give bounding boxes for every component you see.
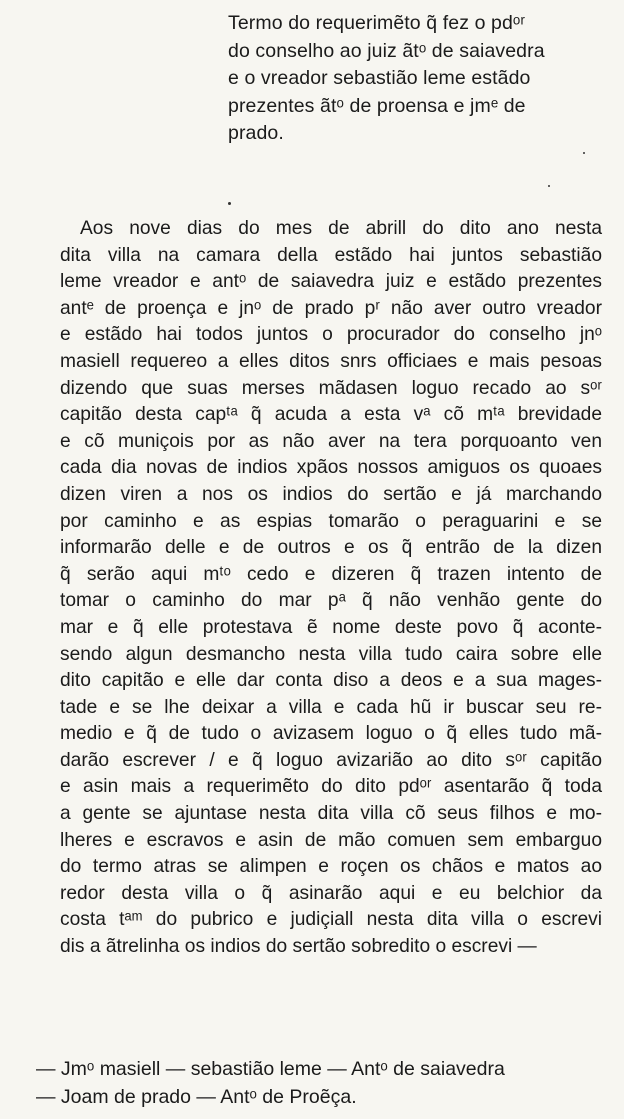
body-line: a gente se ajuntase nesta dita villa cõ seus filhos e mo- xyxy=(60,803,602,825)
body-line: por caminho e as espias tomarão o peraguarini e se xyxy=(60,510,602,532)
body-line: dis a ãtrelinha os indios do sertão sobredito o escrevi — xyxy=(60,936,537,958)
body-line: antᵉ de proença e jnᵒ de prado pʳ não aver outro vreador xyxy=(60,297,602,319)
body-line: dita villa na camara della estãdo hai juntos sebastião xyxy=(60,244,602,266)
body-line: e asin mais a requerimẽto do dito pdᵒʳ asentarão q̃ toda xyxy=(60,776,602,798)
signature-line: — Jmᵒ masiell — sebastião leme — Antᵒ de saiavedra xyxy=(36,1058,505,1080)
body-line: redor desta villa o q̃ asinarão aqui e eu belchior da xyxy=(60,882,602,904)
body-line: mar e q̃ elle protestava ẽ nome deste povo q̃ aconte- xyxy=(60,616,602,638)
body-line: tade e se lhe deixar a villa e cada hũ ir buscar seu re- xyxy=(60,696,602,718)
body-line: medio e q̃ de tudo o avizasem loguo o q̃ elles tudo mã- xyxy=(60,723,602,745)
body-line: do termo atras se alimpen e roçen os chãos e matos ao xyxy=(60,856,602,878)
ink-speck xyxy=(583,152,585,154)
body-line: masiell requereo a elles ditos snrs officiaes e mais pesoas xyxy=(60,350,602,372)
body-line: e cõ muniçois por as não aver na tera porquoanto ven xyxy=(60,430,602,452)
body-line: lheres e escravos e asin de mão comuen sem embarguo xyxy=(60,829,602,851)
body-line: q̃ serão aqui mᵗᵒ cedo e dizeren q̃ trazen intento de xyxy=(60,563,602,585)
body-line: dizendo que suas merses mãdasen loguo recado ao sᵒʳ xyxy=(60,377,602,399)
body-line: leme vreador e antᵒ de saiavedra juiz e estãdo prezentes xyxy=(60,271,602,293)
body-line: dizen viren a nos os indios do sertão e já marchando xyxy=(60,483,602,505)
heading-line: prado. xyxy=(228,122,284,144)
body-line: cada dia novas de indios xpãos nossos amiguos os quoaes xyxy=(60,457,602,479)
document-body xyxy=(60,216,602,961)
ink-speck xyxy=(228,202,231,205)
document-heading xyxy=(228,10,608,148)
signature-line: — Joam de prado — Antᵒ de Proẽça. xyxy=(36,1086,357,1108)
heading-line: prezentes ãtᵒ de proensa e jmᵉ de xyxy=(228,94,526,117)
body-line: informarão delle e de outros e os q̃ entrão de la dizen xyxy=(60,537,602,559)
body-line: dito capitão e elle dar conta diso a deos e a sua mages- xyxy=(60,670,602,692)
body-line: tomar o caminho do mar pᵃ q̃ não venhão gente do xyxy=(60,590,602,612)
body-line: sendo algun desmancho nesta villa tudo caira sobre elle xyxy=(60,643,602,665)
body-line: capitão desta capᵗᵃ q̃ acuda a esta vᵃ cõ mᵗᵃ brevidade xyxy=(60,404,602,426)
body-line: costa tᵃᵐ do pubrico e judiçiall nesta dita villa o escrevi xyxy=(60,909,602,931)
ink-speck xyxy=(548,185,550,187)
heading-line: do conselho ao juiz ãtᵒ de saiavedra xyxy=(228,39,545,62)
body-line: e estãdo hai todos juntos o procurador do conselho jnᵒ xyxy=(60,324,602,346)
heading-line: e o vreador sebastião leme estãdo xyxy=(228,67,531,89)
heading-line: Termo do requerimẽto q̃ fez o pdᵒʳ xyxy=(228,12,526,34)
signature-block xyxy=(36,1055,612,1111)
body-line: Aos nove dias do mes de abrill do dito ano nesta xyxy=(80,218,602,239)
body-line: darão escrever / e q̃ loguo avizarião ao dito sᵒʳ capitão xyxy=(60,749,602,771)
